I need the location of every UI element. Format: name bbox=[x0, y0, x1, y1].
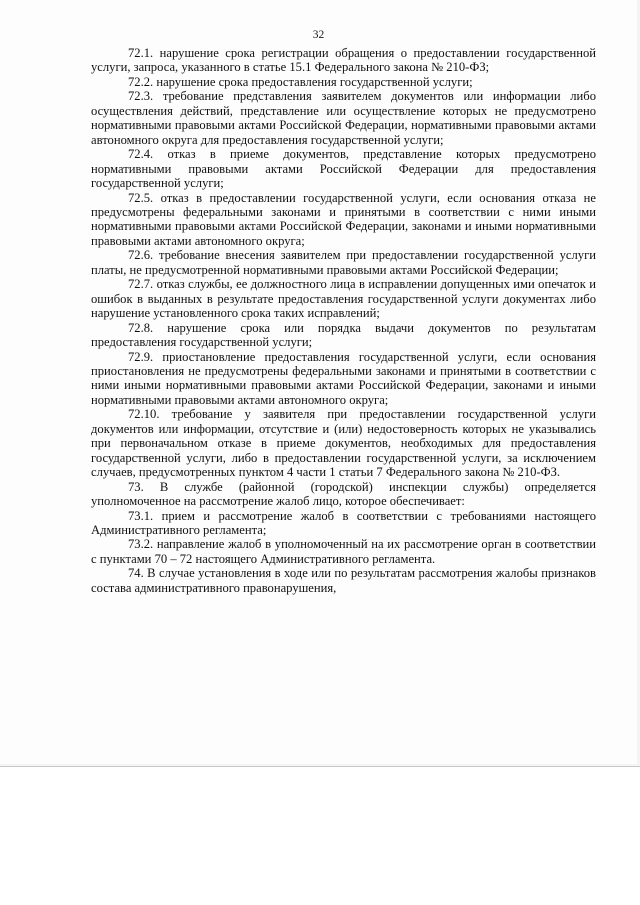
page-number: 32 bbox=[312, 29, 325, 41]
paragraph-72-3: 72.3. требование представления заявителем документов или информации либо осуществления действий, представление или осуществление которых не предусмотрено нормативными правовыми актами Российской Федерации, нормативными правовыми актами автономного округа для предоставления государственной услуги; bbox=[91, 89, 596, 147]
paragraph-72-1: 72.1. нарушение срока регистрации обращения о предоставлении государственной услуги, запроса, указанного в статье 15.1 Федерального закона № 210-ФЗ; bbox=[91, 46, 596, 75]
document-body bbox=[91, 46, 596, 595]
paragraph-72-10: 72.10. требование у заявителя при предоставлении государственной услуги документов или информации, отсутствие и (или) недостоверность которых не указывались при первоначальном отказе в приеме документов, необходимых для предоставления государственной услуги, либо в предоставлении государственной услуги, за исключением случаев, предусмотренных пунктом 4 части 1 статьи 7 Федерального закона № 210-ФЗ. bbox=[91, 407, 596, 480]
paragraph-72-2: 72.2. нарушение срока предоставления государственной услуги; bbox=[128, 74, 473, 89]
paragraph-73: 73. В службе (районной (городской) инспекции службы) определяется уполномоченное на рассмотрение жалоб лицо, которое обеспечивает: bbox=[91, 479, 596, 509]
paragraph-72-8: 72.8. нарушение срока или порядка выдачи документов по результатам предоставления государственной услуги; bbox=[91, 320, 596, 350]
paragraph-72-4: 72.4. отказ в приеме документов, представление которых предусмотрено нормативными правовыми актами Российской Федерации для предоставления государственной услуги; bbox=[91, 147, 596, 191]
blank-area bbox=[0, 767, 640, 905]
paragraph-72-9: 72.9. приостановление предоставления государственной услуги, если основания приостановления не предусмотрены федеральными законами и принятыми в соответствии с ними иными нормативными правовыми актами Российской Федерации, законами и иными нормативными правовыми актами автономного округа; bbox=[91, 349, 596, 407]
paragraph-72-5: 72.5. отказ в предоставлении государственной услуги, если основания отказа не предусмотрены федеральными законами и принятыми в соответствии с ними иными нормативными правовыми актами Российской Федерации, законами и иными нормативными правовыми актами автономного округа; bbox=[91, 190, 596, 248]
paragraph-74: 74. В случае установления в ходе или по результатам рассмотрения жалобы признаков состава административного правонарушения, bbox=[91, 566, 596, 595]
paragraph-73-1: 73.1. прием и рассмотрение жалоб в соответствии с требованиями настоящего Административного регламента; bbox=[91, 508, 596, 537]
paragraph-72-7: 72.7. отказ службы, ее должностного лица в исправлении допущенных ими опечаток и ошибок в выданных в результате предоставления государственной услуги документах либо нарушение установленного срока таких исправлений; bbox=[91, 277, 596, 321]
paragraph-72-6: 72.6. требование внесения заявителем при предоставлении государственной услуги платы, не предусмотренной нормативными правовыми актами Российской Федерации; bbox=[91, 248, 596, 277]
paragraph-73-2: 73.2. направление жалоб в уполномоченный на их рассмотрение орган в соответствии с пунктами 70 – 72 настоящего Административного регламента. bbox=[91, 537, 596, 566]
